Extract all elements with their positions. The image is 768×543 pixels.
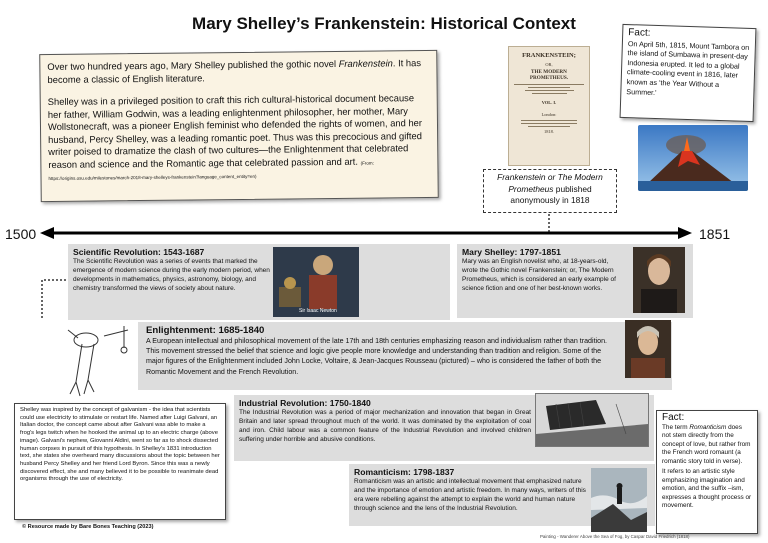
intro-source: (From: https://origins.osu.edu/milestones/march-2018-mary-shelleys-frankenstein?language_content_entity=en): [48, 160, 374, 181]
intro-p1-a: Over two hundred years ago, Mary Shelley published the gothic novel: [47, 57, 339, 73]
intro-p1-title: Frankenstein: [338, 57, 393, 69]
portrait-illustration: [633, 247, 685, 313]
mary-shelley-card: [457, 244, 693, 318]
fact-p1-term: Romanticism: [689, 423, 727, 431]
newton-image: [273, 247, 359, 317]
newton-illustration: [273, 247, 359, 317]
publication-rest: published anonymously in 1818: [510, 183, 592, 205]
card-heading: Scientific Revolution: 1543-1687: [73, 247, 205, 257]
card-text: The Scientific Revolution was a series of events that marked the emergence of modern science during the early modern period, when developments in mathematics, physics, astronomy, biology, and chemistry transformed the views of society about nature.: [73, 258, 270, 292]
portrait-illustration: [625, 320, 671, 378]
book-subtitle: THE MODERN PROMETHEUS.: [529, 69, 569, 81]
intro-p1-b: . It has become a classic of English literature.: [47, 57, 422, 85]
credit-text: © Resource made by Bare Bones Teaching (2023): [22, 524, 154, 530]
rousseau-portrait: [625, 320, 671, 378]
timeline-start-year: 1500: [5, 226, 37, 242]
frog-illustration: [48, 318, 134, 400]
mary-shelley-portrait: [633, 247, 685, 313]
card-text: Romanticism was an artistic and intellectual movement that emphasized nature and the importance of emotion and artistic freedom. In many ways, writers of this era were rebelling against the attempt to explain the world and human nature through science and the lens of the Industrial Revolution.: [354, 478, 586, 512]
book-title: FRANKENSTEIN;: [522, 52, 576, 59]
industrial-engraving-image: [535, 393, 649, 447]
card-heading: Industrial Revolution: 1750-1840: [239, 398, 371, 408]
book-city: London:: [541, 112, 557, 117]
book-volume: VOL. I.: [541, 100, 557, 105]
publication-title: Frankenstein or The Modern Prometheus: [497, 172, 603, 194]
galvanism-note: Shelley was inspired by the concept of galvanism - the idea that scientists could use electricity to stimulate or restart life. Named after Luigi Galvani, an Italian doctor, the concept came about after Galvani was able to make a frog's legs twitch when he hooked the animal up to an electric charge (above image). Galvani's nephew, Giovanni Aldini, went so far as to shock dissected human corpses in pursuit of this hypothesis. In Shelley's 1831 introduction text, she states she overheard many discussions about the topic between her husband Percy Shelley and her friend Lord Byron. Since this was a newly discovered effect, she and many believed it to be possible to reanimate dead organisms through the use of electricity.: [14, 403, 226, 520]
card-heading: Enlightenment: 1685-1840: [146, 325, 265, 336]
card-text: Mary was an English novelist who, at 18-years-old, wrote the Gothic novel Frankenstein; or, The Modern Prometheus, which is considered an early example of science fiction and one of her best-known works.: [462, 258, 616, 292]
timeline-arrow-right: [678, 227, 692, 239]
timeline-end-year: 1851: [699, 226, 731, 242]
fact-p1-a: The term: [662, 423, 690, 431]
card-heading: Mary Shelley: 1797-1851: [462, 247, 561, 257]
fact-text: It refers to an artistic style emphasizing imagination and emotion, and the suffix –ism, expresses a thought process or movement.: [662, 468, 752, 509]
frog-galvanism-image: [48, 318, 134, 400]
intro-p2: Shelley was in a privileged position to craft this rich cultural-historical document because her father, William Godwin, was a leading enlightenment philosopher, her mother, Mary Wollstonecraft, was a pioneer English feminist who defended the rights of women, and her husband, Percy Shelley, was a leading romantic poet. Thus was this precocious and gifted writer poised to dramatize the clash of two cultures—the Enlightenment that celebrated reason and science and the Romantic age that celebrated passion and art.: [47, 92, 423, 170]
painting-illustration: [591, 468, 647, 532]
enlightenment-card: [138, 322, 672, 390]
card-text: A European intellectual and philosophical movement of the late 17th and 18th centuries emphasizing reason and individualism rather than tradition. This movement stressed the belief that science and logic give people more knowledge and understanding than tradition and religion. Some of the major figures of the Enlightenment included John Locke, Voltaire, & Jean-Jacques Rousseau (pictured) – who is considered the father of both the Romantic Movement and the French Revolution.: [146, 337, 607, 376]
newton-caption: Sir Isaac Newton: [299, 308, 337, 314]
engraving-illustration: [536, 394, 648, 446]
fact-box-romanticism: [656, 410, 758, 534]
timeline-arrow-left: [40, 227, 54, 239]
page-title: Mary Shelley’s Frankenstein: Historical Context: [192, 14, 576, 33]
scientific-revolution-card: [68, 244, 450, 320]
fact-text: [662, 424, 752, 467]
fact-heading: Fact:: [662, 412, 685, 423]
card-heading: Romanticism: 1798-1837: [354, 467, 455, 477]
book-year: 1818.: [544, 129, 554, 134]
fact-heading: Fact:: [628, 27, 651, 39]
fact-text: On April 5th, 1815, Mount Tambora on the island of Sumbawa in present-day Indonesia erupted. It led to a global climate-cooling event in 1816, later known as 'the Year Without a Summer.': [626, 38, 750, 97]
painting-caption: Painting - Wanderer Above the Sea of Fog, by Caspar David Friedrich (1818): [540, 534, 690, 539]
card-text: The Industrial Revolution was a period of major mechanization and innovation that began in Great Britain and later spread throughout much of the world. It was dominated by the exploitation of coal and iron. Child labour was a common feature of the Industrial Revolution and involved children suffering under horrible and abusive conditions.: [239, 409, 531, 443]
wanderer-painting-image: [591, 468, 647, 532]
fact-p1-b: does not stem directly from the concept of love, but rather from the French word romaunt (a romantic story told in verse).: [662, 423, 751, 465]
book-or: OR,: [545, 62, 553, 67]
